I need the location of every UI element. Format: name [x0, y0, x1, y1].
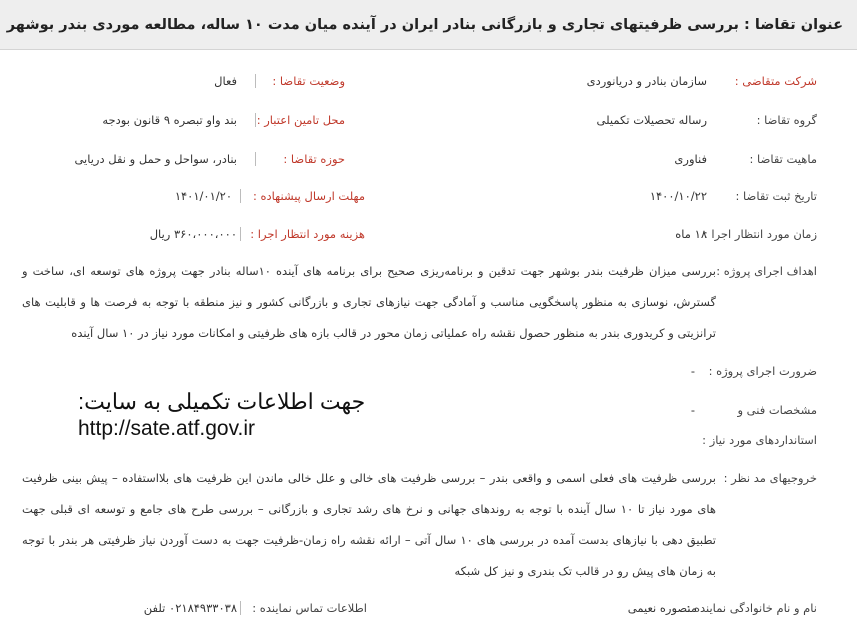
title-prefix: عنوان تقاضا : [739, 17, 843, 33]
page-title [0, 0, 857, 50]
specs-value: - [690, 403, 695, 417]
specs-label-line1: مشخصات فنی و [737, 403, 817, 417]
status-value: فعال [214, 74, 237, 88]
funding-label: محل تامین اعتبار : [256, 113, 345, 127]
funding-separator [255, 113, 256, 127]
company-label: شرکت متقاضی : [734, 74, 817, 88]
company-value: سازمان بنادر و دریانوردی [586, 74, 707, 88]
necessity-value: - [690, 364, 695, 378]
rep-name-value: منصوره نعیمی [627, 601, 697, 615]
specs-label-line2: استانداردهای مورد نیاز : [702, 433, 817, 447]
deadline-separator [240, 189, 241, 203]
outputs-label: خروجیهای مد نظر : [723, 471, 817, 485]
reg-date-value: ۱۴۰۰/۱۰/۲۲ [649, 189, 707, 203]
deadline-value: ۱۴۰۱/۰۱/۲۰ [174, 189, 232, 203]
cost-separator [240, 227, 241, 241]
goals-label: اهداف اجرای پروژه : [716, 264, 817, 278]
reg-date-label: تاریخ ثبت تقاضا : [735, 189, 817, 203]
funding-value: بند واو تبصره ۹ قانون بودجه [102, 113, 237, 127]
necessity-label: ضرورت اجرای پروژه : [708, 364, 817, 378]
area-label: حوزه تقاضا : [283, 152, 345, 166]
group-value: رساله تحصیلات تکمیلی [596, 113, 707, 127]
rep-contact-separator [240, 601, 241, 615]
area-value: بنادر، سواحل و حمل و نقل دریایی [74, 152, 237, 166]
promo-line1: جهت اطلاعات تکمیلی به سایت: [78, 389, 366, 414]
group-label: گروه تقاضا : [756, 113, 817, 127]
area-separator [255, 152, 256, 166]
promo-link[interactable]: http://sate.atf.gov.ir [78, 417, 256, 440]
nature-value: فناوری [674, 152, 707, 166]
status-separator [255, 74, 256, 88]
cost-label: هزینه مورد انتظار اجرا : [250, 227, 365, 241]
nature-label: ماهیت تقاضا : [749, 152, 817, 166]
status-label: وضعیت تقاضا : [272, 74, 345, 88]
rep-contact-value: ۰۲۱۸۴۹۳۳۰۳۸ تلفن [143, 601, 237, 615]
cost-value: ۳۶۰،۰۰۰،۰۰۰ ریال [149, 227, 237, 241]
promo-text [78, 388, 365, 442]
duration-value: ۱۸ ماه [675, 227, 707, 241]
title-text: بررسی ظرفیتهای تجاری و بازرگانی بنادر ایران در آینده میان مدت ۱۰ ساله، مطالعه موردی بندر بوشهر [6, 17, 739, 33]
duration-label: زمان مورد انتظار اجرا : [703, 227, 817, 241]
deadline-label: مهلت ارسال پیشنهاده : [253, 189, 365, 203]
outputs-value: بررسی ظرفیت های فعلی اسمی و واقعی بندر – بررسی ظرفیت های خالی و علل خالی ماندن این ظرفیت های بلااستفاده – پیش بینی ظرفیت های مورد نیاز تا ۱۰ سال آینده با توجه به روندهای جهانی و نرخ های رشد تجاری و بازرگانی – بررسی طرح های جامع و توسعه ای قبلی جهت تطبیق دهی با نیازهای بدست آمده در بررسی های ۱۰ سال آتی – ارائه نقشه راه زمان-ظرفیت جهت به دست آوردن نیاز ظرفیتی هر بندر با توجه به زمان های پیش رو در قالب تک بندری و نیز کل شبکه [22, 471, 717, 578]
rep-contact-label: اطلاعات تماس نماینده : [252, 601, 367, 615]
rep-name-label: نام و نام خانوادگی نماینده : [686, 601, 817, 615]
goals-value: بررسی میزان ظرفیت بندر بوشهر جهت تدقین و برنامه‌ریزی صحیح برای برنامه های آینده ۱۰ساله بنادر جهت پروژه های توسعه ای، ساخت و گسترش، نوسازی به منظور پاسخگویی مناسب و آمادگی جهت نیازهای تجاری و بازرگانی کشور و نیز منطقه با توجه به فرصت ها و قابلیت های ترانزیتی و کریدوری بندر به منظور حصول نقشه راه عملیاتی زمان محور در قالب بازه های ظرفیتی و امکانات مورد نیاز در ۱۰ سال آینده [22, 264, 716, 340]
